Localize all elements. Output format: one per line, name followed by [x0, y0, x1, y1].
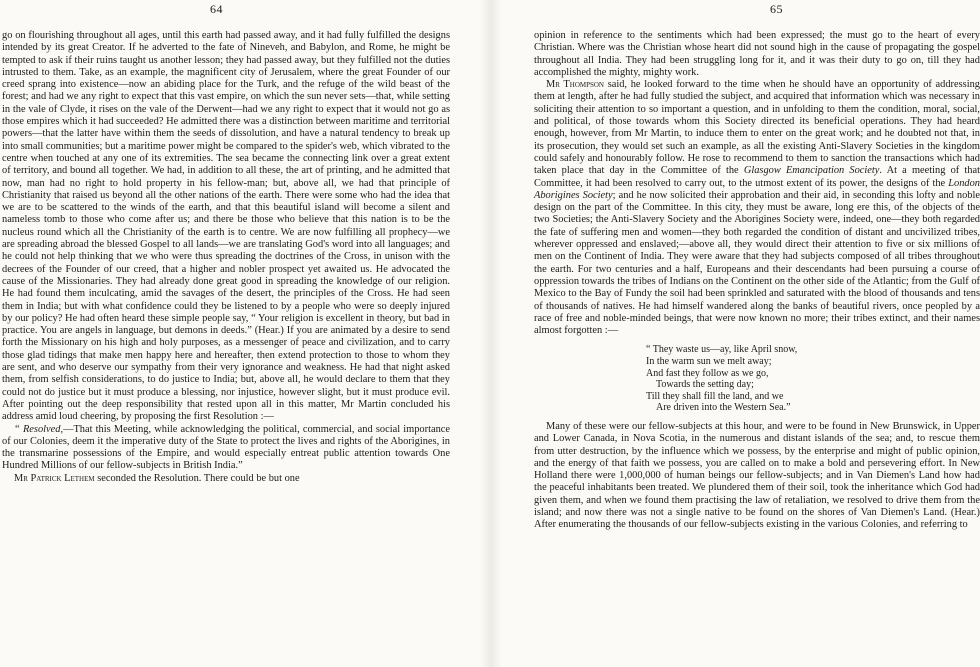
poem-line: Till they shall fill the land, and we	[646, 390, 784, 402]
text-column	[534, 30, 980, 532]
speaker-name: Mr Thompson	[546, 79, 604, 91]
poem-quote	[646, 344, 980, 414]
paragraph-text: . At a meeting of that Committee, it had been resolved to carry out, to the utmost extent of its power, the designs of the	[534, 165, 980, 189]
paragraph-text: ; and he now solicited their approbation and their aid, in seconding this lofty and noble design on the part of the Committee. In this city, they must be aware, long ere this, of the objects of the two Societies; the Anti-Slavery Society and the Aborigines Society were, indeed, one—they both regarded the fate of suffering men and women—they both regarded the condition of distant and uncivilized tribes, wherever oppressed and enslaved;—above all, they would direct their attention to five or six millions of men on the Continent of India. They were aware that they had subjects composed of all tribes throughout the earth. For two centuries and a half, Europeans and their descendants had been pursuing a course of oppression towards the tribes of Indians on the Continent on the other side of the Atlantic; from the Gulf of Mexico to the Bay of Fundy the soil had been sprinkled and saturated with the blood of thousands and tens of thousands of natives. He had himself wandered along the banks of beautiful rivers, once peopled by a race of free and noble-minded beings, that were now known no more; their tribes extinct, and their names almost forgotten :—	[534, 189, 980, 337]
body-paragraph: opinion in reference to the sentiments which had been expressed; the must go to the heart of every Christian. Where was the Christian whose heart did not sound high in the cause of propagating the gospel throughout all India. They had been struggling long for it, and it was their duty to go on, till they had accomplished the mighty, mighty work.	[534, 30, 980, 78]
page-number: 64	[210, 2, 223, 16]
resolution-paragraph	[2, 424, 450, 473]
poem-line: Towards the setting day;	[656, 379, 754, 391]
poem-line: Are driven into the Western Sea.”	[656, 402, 791, 414]
poem-line: In the warm sun we melt away;	[646, 356, 772, 368]
resolution-label: “ Resolved,	[14, 423, 64, 435]
paragraph-text: said, he looked forward to the time when he should have an opportunity of addressing them at length, after he had fully studied the subject, and acquired that information which was necessary in soliciting their attention to so important a question, and in unfolding to them the condition, moral, social, and political, of those towards whom this Society directed its beneficial operations. They had heard enough, however, from Mr Martin, to induce them to enter on the great work; and he doubted not that, in its prosecution, they would set such an example, as all the existing Anti-Slavery Societies in the kingdom could safely and honourably follow. He rose to recommend to them to sanction the transactions which had taken place that day in the Committee of the	[534, 79, 980, 177]
poem-line: “ They waste us—ay, like April snow,	[646, 344, 798, 356]
society-name: London Aborigines Society	[534, 177, 980, 201]
body-paragraph: go on flourishing throughout all ages, until this earth had passed away, and it had fully fulfilled the designs intended by its great Creator. If he adverted to the fate of Nineveh, and Babylon, and Rome, he might be tempted to ask if their ruins taught us another lesson; they had passed away, but they fulfilled not the duties intrusted to them. Take, as an example, the magnificent city of Jerusalem, where the great Founder of our creed sprang into existence—now an abiding place for the Turk, and the refuge of the wild beast of the forest; and had we any right to expect that this vast empire, on which the sun never sets—that, while setting in the vale of Clyde, it rises on the vale of the Derwent—had we any right to expect that it would not go as those empires which it had succeeded? He admitted there was a distinction between maritime and territorial powers—that the latter have within them the seeds of dissolution, and have a natural tendency to break up into small communities; but a maritime power might be compared to the spider's web, which vibrated to the centre when touched at any one of its extremities. The sea became the connecting link over a great extent of territory, and bound all together. We had, in addition to all these, the art of printing, and he admitted that now, man had no right to hold property in his fellow-man; but, above all, we had that principle of Christianity that raised us beyond all the other nations of the earth. There were some who had the idea that we are to be scattered to the winds of the earth, and that this beautiful island will become a silent and nameless tomb to those who come after us; and there be those who believe that this nation is to be the nucleus round which all the Christianity of the earth is to centre. We are now fulfilling all prophecy—we are spreading abroad the blessed Gospel to all lands—we are translating God's word into all languages; and he could not help thinking that we who were thus spreading the doctrines of the Cross, in unison with the decrees of the Founder of our creed, that a higher and nobler prospect yet awaited us. He advocated the cause of the Missionaries. They had already done great good in spreading the knowledge of our religion. He had found them inculcating, amid the savages of the desert, the principles of the Cross. He had seen them in India; but with what confidence could they be listened to by a people who were so deeply injured by our policy? He had often heard these simple people say, “ Your religion is excellent in theory, but bad in practice. You are angels in language, but demons in deeds.” (Hear.) If you are animated by a desire to send forth the Missionary on his high and holy purposes, as a messenger of peace and civilization, and to carry those glad tidings that make men happy here and hereafter, then extend protection to those to whom they are sent, and who deserve our sympathy from their very ignorance and weakness. He had that night asked them, from selfish considerations, to do justice to India; but, above all, he would declare to them that they could not do justice but it must produce a blessing, nor injustice, however slight, but it must produce evil. After pointing out the deep responsibility that rested upon all in this matter, Mr Martin concluded his address amid loud cheering, by proposing the first Resolution :—	[2, 30, 450, 423]
seconder-text: seconded the Resolution. There could be but one	[94, 472, 300, 484]
book-gutter	[480, 0, 502, 667]
page-number: 65	[770, 2, 783, 16]
right-page	[530, 0, 980, 667]
society-name: Glasgow Emancipation Society	[743, 165, 880, 177]
text-column	[2, 30, 450, 485]
resolution-text: —That this Meeting, while acknowledging the political, commercial, and social importance of our Colonies, deem it the imperative duty of the State to protect the lives and rights of the Aborigines, in the transmarine possessions of the Empire, and would especially entreat public attention towards One Hundred Millions of our fellow-subjects in British India.”	[2, 423, 450, 472]
thompson-paragraph	[534, 79, 980, 337]
left-page	[0, 0, 452, 667]
seconder-paragraph	[2, 473, 450, 485]
seconder-name: Mr Patrick Lethem	[14, 472, 95, 484]
body-paragraph: Many of these were our fellow-subjects at this hour, and were to be found in New Brunswick, in Upper and Lower Canada, in Nova Scotia, in the numerous and distant islands of the sea; and, to rescue them from utter destruction, by the influence which we possess, by the enterprise and might of public opinion, and the energy of that faith we possess, you are called on to make a bold and persevering effort. In New Holland there were 1,000,000 of human beings our fellow-subjects; and in Van Diemen's Land how had the peaceful inhabitants been treated. We plundered them of their soil, took the inheritance which God had given them, and when we found them practising the law of retaliation, we resolved to drive them from the island; and now there was not a single native to be found on the shores of Van Diemen's Land. (Hear.) After enumerating the thousands of our fellow-subjects existing in the various Colonies, and referring to	[534, 420, 980, 531]
poem-line: And fast they follow as we go,	[646, 367, 769, 379]
